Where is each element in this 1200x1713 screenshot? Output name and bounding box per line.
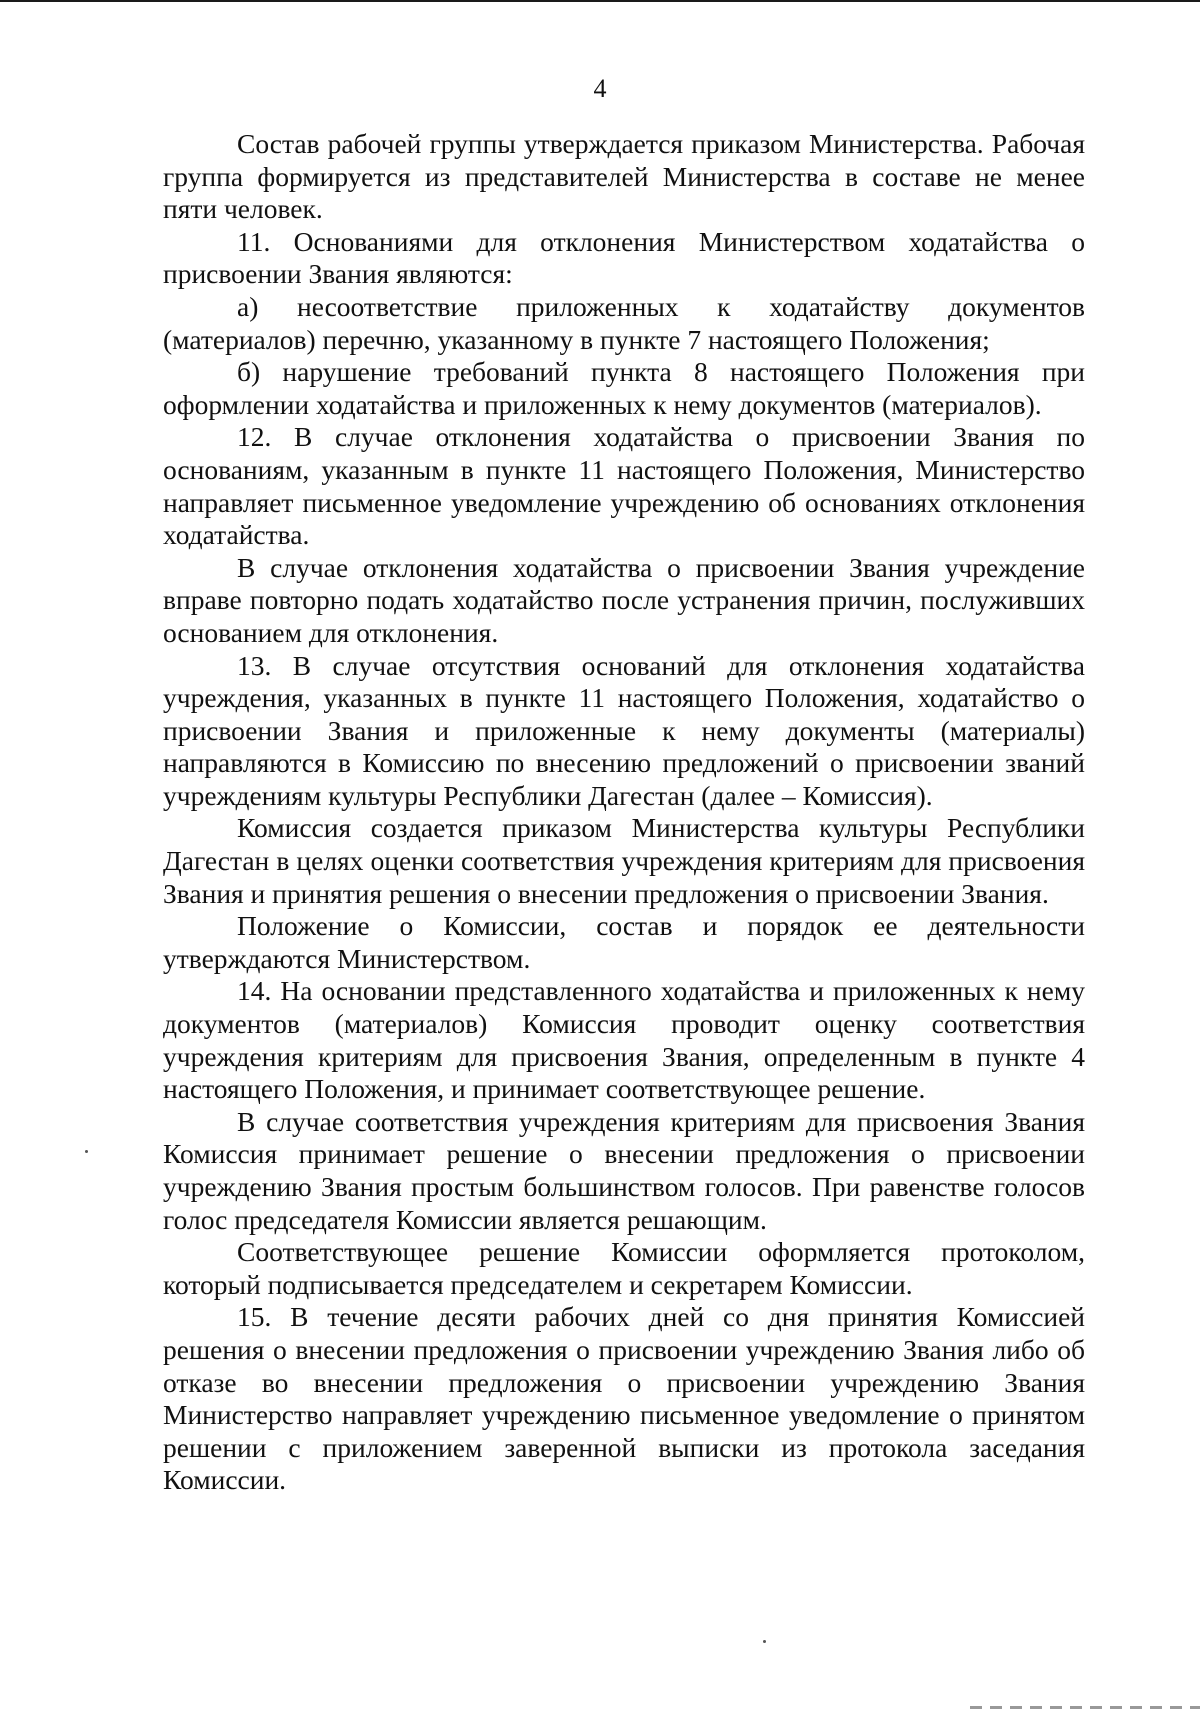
scan-speck <box>763 1640 766 1643</box>
paragraph-14-decision: В случае соответствия учреждения критериям для присвоения Звания Комиссия принимает решение о внесении предложения о присвоении учреждению Звания простым большинством голосов. При равенстве голосов голос председателя Комиссии является решающим. <box>163 1105 1085 1235</box>
paragraph-13-regulation: Положение о Комиссии, состав и порядок ее деятельности утверждаются Министерством. <box>163 910 1085 974</box>
paragraph-12-resubmit: В случае отклонения ходатайства о присвоении Звания учреждение вправе повторно подать ходатайство после устранения причин, послуживших основанием для отклонения. <box>163 551 1085 648</box>
paragraph-13-commission: Комиссия создается приказом Министерства культуры Республики Дагестан в целях оценки соответствия учреждения критериям для присвоения Звания и принятия решения о внесении предложения о присвоении Звания. <box>163 812 1085 909</box>
paragraph-14: 14. На основании представленного ходатайства и приложенных к нему документов (материалов) Комиссия проводит оценку соответствия учреждения критериям для присвоения Звания, определенным в пункте 4 настоящего Положения, и принимает соответствующее решение. <box>163 975 1085 1105</box>
paragraph-working-group: Состав рабочей группы утверждается приказом Министерства. Рабочая группа формируется из представителей Министерства в составе не менее пяти человек. <box>163 128 1085 225</box>
scan-speck <box>85 1150 88 1153</box>
scan-bottom-smudge <box>970 1706 1200 1709</box>
paragraph-15: 15. В течение десяти рабочих дней со дня принятия Комиссией решения о внесении предложения о присвоении учреждению Звания либо об отказе во внесении предложения о присвоении учреждению Звания Министерство направляет учреждению письменное уведомление о принятом решении с приложением заверенной выписки из протокола заседания Комиссии. <box>163 1301 1085 1496</box>
paragraph-11: 11. Основаниями для отклонения Министерством ходатайства о присвоении Звания являются: <box>163 225 1085 290</box>
scan-top-border <box>0 0 1200 2</box>
paragraph-14-protocol: Соответствующее решение Комиссии оформляется протоколом, который подписывается председателем и секретарем Комиссии. <box>163 1236 1085 1300</box>
paragraph-11-b: б) нарушение требований пункта 8 настоящего Положения при оформлении ходатайства и приложенных к нему документов (материалов). <box>163 356 1085 420</box>
page-number: 4 <box>593 74 607 103</box>
document-body <box>163 128 1085 1497</box>
paragraph-11-a: а) несоответствие приложенных к ходатайству документов (материалов) перечню, указанному в пункте 7 настоящего Положения; <box>163 290 1085 355</box>
paragraph-12: 12. В случае отклонения ходатайства о присвоении Звания по основаниям, указанным в пункте 11 настоящего Положения, Министерство направляет письменное уведомление учреждению об основаниях отклонения ходатайства. <box>163 421 1085 551</box>
paragraph-13: 13. В случае отсутствия оснований для отклонения ходатайства учреждения, указанных в пункте 11 настоящего Положения, ходатайство о присвоении Звания и приложенные к нему документы (материалы) направляются в Комиссию по внесению предложений о присвоении званий учреждениям культуры Республики Дагестан (далее – Комиссия). <box>163 649 1085 811</box>
